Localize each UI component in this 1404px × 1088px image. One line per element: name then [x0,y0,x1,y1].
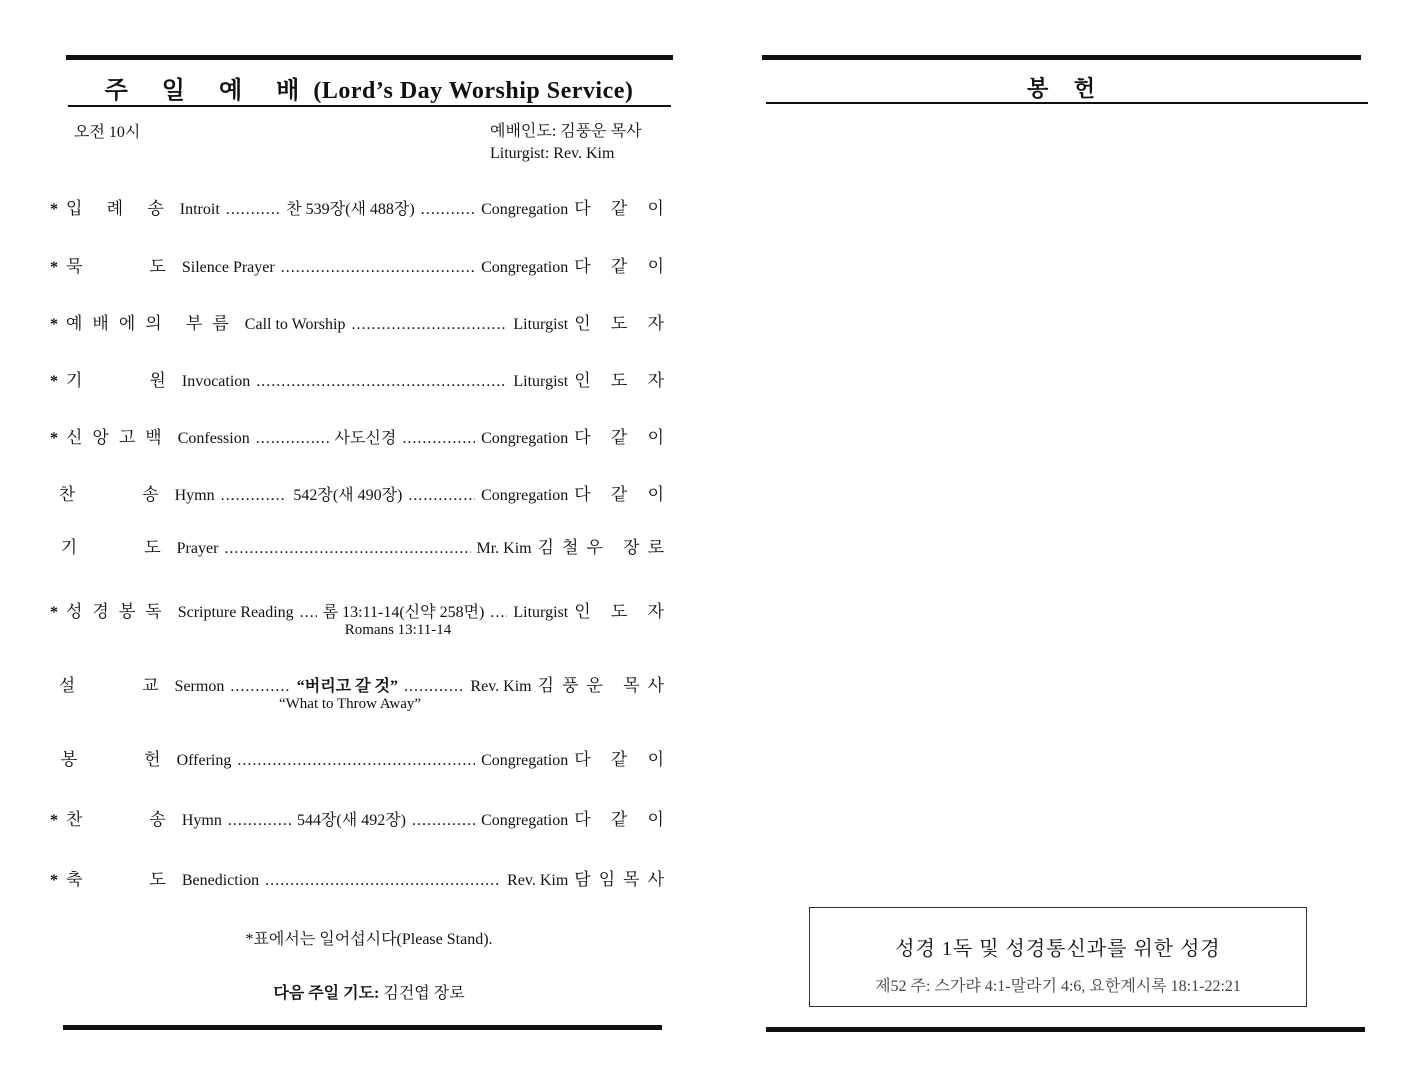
order-item-detail: 사도신경 [334,430,397,447]
leader-dots [402,430,475,448]
stand-marker: * [50,812,58,829]
leader-dots [226,201,280,219]
order-row [50,865,672,890]
leader-korean: 인 도 자 [574,314,672,333]
title-korean: 주 일 예 배 [104,78,314,104]
order-item-english: Invocation [181,373,251,390]
leader-english: Congregation [481,201,569,218]
scripture-english: Romans 13:11-14 [344,622,452,638]
right-title-rule [766,102,1368,104]
next-prayer-name: 김건엽 장로 [383,985,465,1002]
order-item-english: Prayer [176,540,219,557]
leader-dots [421,201,475,219]
leader-dots [237,752,475,770]
order-item-korean: 신앙고백 [66,428,172,447]
order-row [50,309,672,334]
stand-marker: * [50,872,58,889]
leader-korean: 다 같 이 [574,810,672,829]
order-item-english: Introit [179,201,220,218]
leader-english: Mr. Kim [476,540,532,557]
leader-dots [300,604,317,622]
sermon-english: “What to Throw Away” [278,696,422,712]
leader-korean: 다 같 이 [574,428,672,447]
leader-korean: 다 같 이 [574,750,672,769]
leader-dots [412,812,475,830]
leader-dots [351,316,507,334]
order-item-detail: 542장(새 490장) [293,487,403,504]
order-item-leader [481,745,672,770]
order-row [50,480,672,505]
order-item-korean: 봉 헌 [60,750,171,769]
leader-english: Congregation [481,430,569,447]
order-item-detail: 544장(새 492장) [296,812,406,829]
bible-box-text: 제52 주: 스가랴 4:1-말라기 4:6, 요한계시록 18:1-22:21 [875,978,1241,995]
order-item-leader [470,671,672,696]
stand-marker: * [50,430,58,447]
leader-dots [228,812,291,830]
order-item-leader [507,865,672,890]
order-row [50,194,672,219]
stand-marker: * [50,201,58,218]
leader-korean: 다 같 이 [574,199,672,218]
leader-english: Congregation [481,259,569,276]
order-item-english: Hymn [181,812,222,829]
leader-dots [281,259,475,277]
stand-marker: * [50,373,58,390]
leader-dots [230,678,290,696]
order-item-leader [481,480,672,505]
leader-english: Liturgist [513,373,569,390]
leader-korean: 김풍운 목사 [537,676,672,695]
order-item-leader [513,366,672,391]
order-item-detail: 롬 13:11-14(신약 258면) [322,604,485,621]
stand-marker: * [50,259,58,276]
leader-english: Liturgist [513,604,569,621]
order-item-korean: 찬 송 [58,485,169,504]
bible-reading-box [809,907,1307,1007]
leader-dots [408,487,475,505]
order-item-korean: 기 도 [60,538,171,557]
leader-korean: 다 같 이 [574,257,672,276]
leader-dots [404,678,464,696]
stand-note: *표에서는 일어섭시다(Please Stand). [245,931,493,948]
order-row [50,366,672,391]
leader-dots [224,540,470,558]
leader-english: Congregation [481,487,569,504]
order-row [50,597,672,622]
order-item-korean: 축 도 [66,870,176,889]
leader-english: Congregation [481,752,569,769]
next-prayer-label: 다음 주일 기도: [273,985,380,1002]
order-item-english: Confession [177,430,250,447]
order-item-korean: 설 교 [58,676,169,695]
order-item-korean: 성경봉독 [66,602,172,621]
leader-korean: 다 같 이 [574,485,672,504]
left-bottom-rule [63,1025,662,1030]
leader-korean: 인 도 자 [574,602,672,621]
order-item-korean: 묵 도 [66,257,176,276]
leader-dots [490,604,507,622]
bible-box-title: 성경 1독 및 성경통신과를 위한 성경 [895,938,1221,960]
stand-marker: * [50,604,58,621]
order-row [50,745,672,770]
order-row [50,423,672,448]
order-item-detail: “버리고 갈 것” [296,678,399,695]
order-row [50,533,672,558]
leader-english: Rev. Kim [470,678,532,695]
left-title-rule [68,105,671,107]
leader-dots [221,487,288,505]
order-item-english: Call to Worship [244,316,346,333]
leader-english: Congregation [481,812,569,829]
right-bottom-rule [766,1027,1365,1032]
order-item-english: Hymn [174,487,215,504]
liturgist-korean: 예배인도: 김풍운 목사 [490,123,642,140]
order-item-leader [481,252,672,277]
leader-dots [256,373,507,391]
next-prayer [66,980,672,1003]
leader-english: Liturgist [513,316,569,333]
order-item-english: Silence Prayer [181,259,275,276]
leader-korean: 김철우 장로 [537,538,672,557]
offering-title: 봉 헌 [1026,76,1105,101]
order-item-english: Offering [176,752,232,769]
order-item-leader [513,597,672,622]
order-item-english: Scripture Reading [177,604,294,621]
order-row [50,671,672,696]
order-item-korean: 입 례 송 [66,199,174,218]
liturgist-english: Liturgist: Rev. Kim [490,145,615,162]
page-title [66,70,672,105]
order-item-leader [477,533,673,558]
order-item-korean: 찬 송 [66,810,176,829]
leader-dots [256,430,329,448]
order-row [50,252,672,277]
right-top-rule [762,55,1361,60]
leader-english: Rev. Kim [507,872,569,889]
leader-dots [265,872,501,890]
order-item-leader [481,805,672,830]
order-item-english: Benediction [181,872,260,889]
left-top-rule [66,55,673,60]
order-item-english: Sermon [174,678,225,695]
service-time: 오전 10시 [74,124,141,141]
order-item-leader [481,194,672,219]
order-item-leader [513,309,672,334]
order-row [50,805,672,830]
stand-marker: * [50,316,58,333]
leader-korean: 인 도 자 [574,371,672,390]
order-item-korean: 기 원 [66,371,176,390]
order-item-korean: 예배에의 부름 [66,314,239,333]
order-item-detail: 찬 539장(새 488장) [286,201,415,218]
order-item-leader [481,423,672,448]
leader-korean: 담임목사 [574,870,672,889]
title-english: (Lord’s Day Worship Service) [313,78,634,104]
